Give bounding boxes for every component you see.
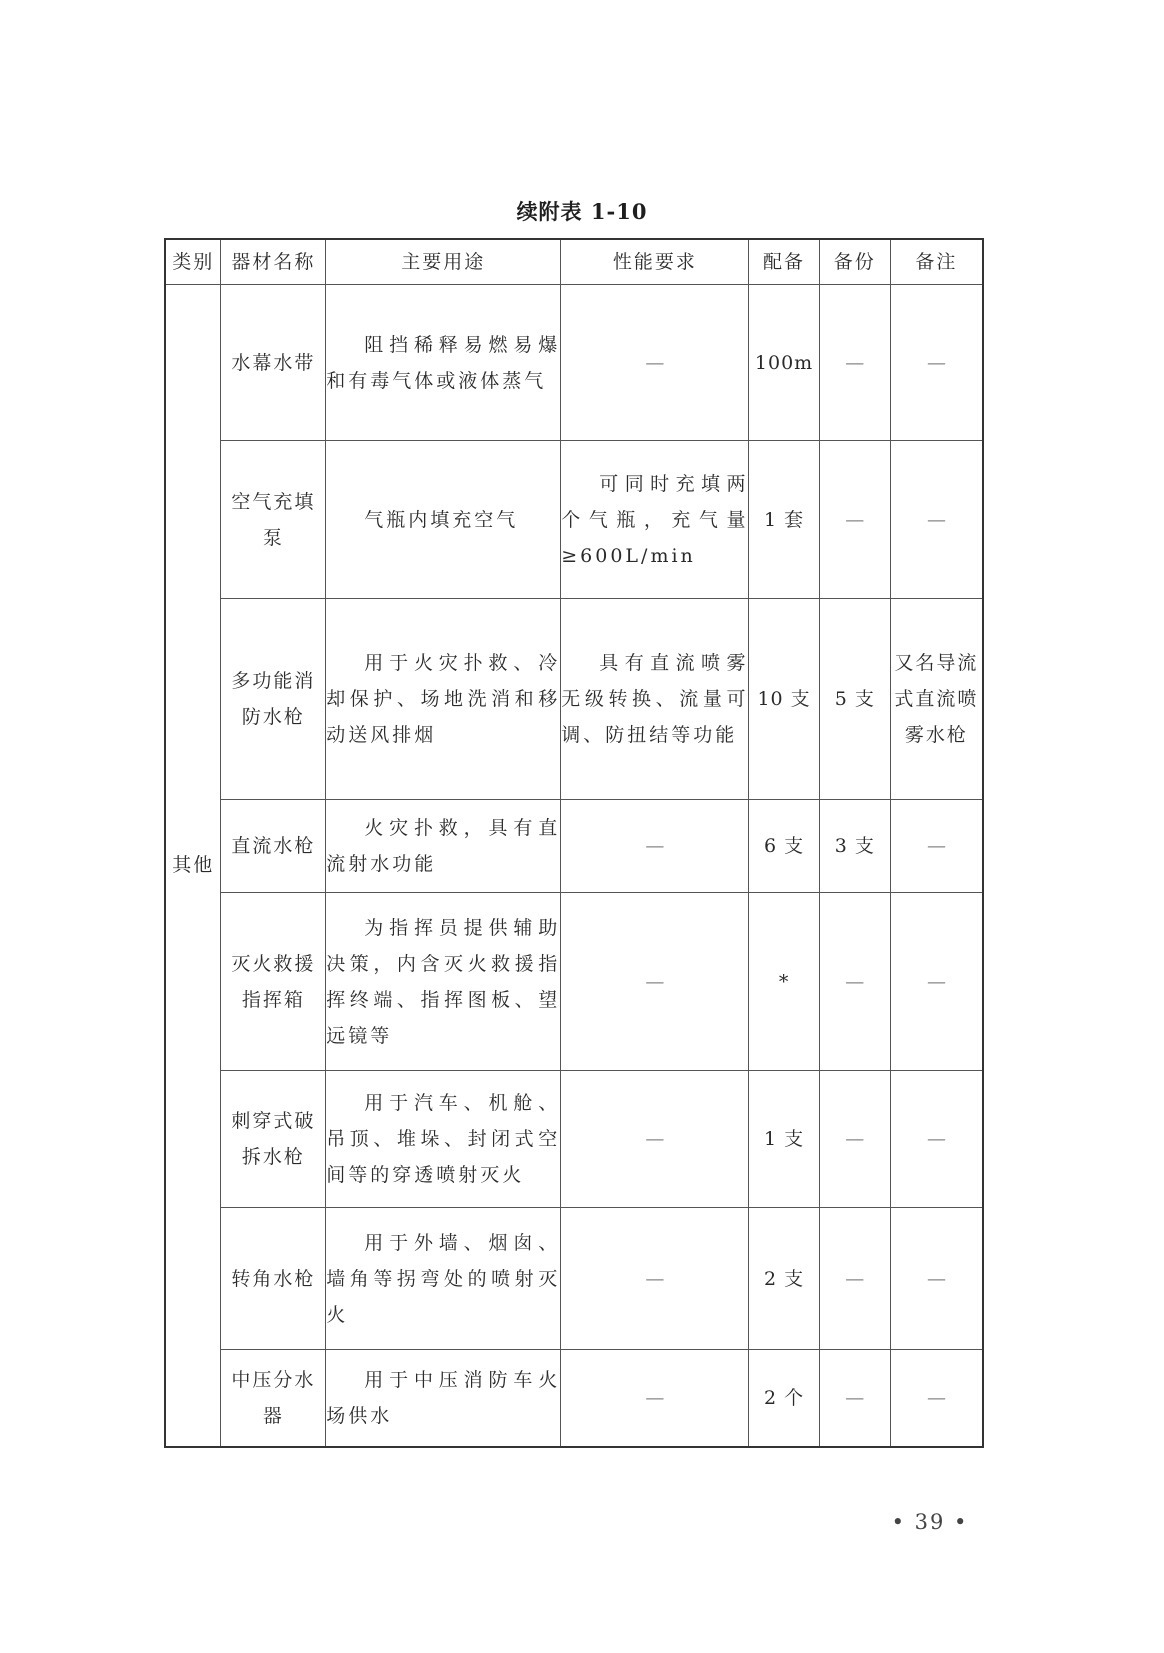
table-row: [165, 1350, 983, 1447]
header-use: 主要用途: [326, 239, 561, 285]
table-row: [165, 1071, 983, 1208]
item-name: 灭火救援指挥箱: [221, 893, 326, 1071]
item-name: 中压分水器: [221, 1350, 326, 1447]
item-backup: 5 支: [819, 599, 890, 800]
item-equip: 1 套: [749, 441, 819, 599]
item-name: 水幕水带: [221, 285, 326, 441]
item-use: 为指挥员提供辅助决策，内含灭火救援指挥终端、指挥图板、望远镜等: [326, 893, 561, 1071]
item-backup: 3 支: [819, 800, 890, 893]
item-performance: —: [561, 800, 749, 893]
item-name: 空气充填泵: [221, 441, 326, 599]
item-note: —: [890, 1350, 983, 1447]
header-equip: 配备: [749, 239, 819, 285]
item-use: 用于外墙、烟囱、墙角等拐弯处的喷射灭火: [326, 1208, 561, 1350]
item-name: 刺穿式破拆水枪: [221, 1071, 326, 1208]
item-use: 阻挡稀释易燃易爆和有毒气体或液体蒸气: [326, 285, 561, 441]
item-use: 用于中压消防车火场供水: [326, 1350, 561, 1447]
item-performance: 可同时充填两个气瓶，充气量≥600L/min: [561, 441, 749, 599]
item-name: 多功能消防水枪: [221, 599, 326, 800]
table-row: [165, 441, 983, 599]
item-equip: 1 支: [749, 1071, 819, 1208]
item-note: —: [890, 1071, 983, 1208]
table-row: [165, 893, 983, 1071]
item-note: —: [890, 1208, 983, 1350]
equipment-table: [164, 238, 984, 1448]
item-backup: —: [819, 441, 890, 599]
header-note: 备注: [890, 239, 983, 285]
item-backup: —: [819, 285, 890, 441]
item-note: —: [890, 800, 983, 893]
item-note: —: [890, 893, 983, 1071]
item-performance: 具有直流喷雾无级转换、流量可调、防扭结等功能: [561, 599, 749, 800]
table-row: [165, 285, 983, 441]
header-backup: 备份: [819, 239, 890, 285]
item-equip: 2 支: [749, 1208, 819, 1350]
item-name: 直流水枪: [221, 800, 326, 893]
header-category: 类别: [165, 239, 221, 285]
header-row: [165, 239, 983, 285]
item-equip: 6 支: [749, 800, 819, 893]
item-name: 转角水枪: [221, 1208, 326, 1350]
item-equip: *: [749, 893, 819, 1071]
item-backup: —: [819, 1071, 890, 1208]
item-performance: —: [561, 1208, 749, 1350]
item-backup: —: [819, 1208, 890, 1350]
item-performance: —: [561, 285, 749, 441]
item-use: 气瓶内填充空气: [326, 441, 561, 599]
item-performance: —: [561, 1350, 749, 1447]
page-number: • 39 •: [891, 1510, 969, 1534]
item-use: 用于汽车、机舱、吊顶、堆垛、封闭式空间等的穿透喷射灭火: [326, 1071, 561, 1208]
item-note: —: [890, 441, 983, 599]
item-backup: —: [819, 1350, 890, 1447]
table-row: [165, 1208, 983, 1350]
header-performance: 性能要求: [561, 239, 749, 285]
item-use: 火灾扑救，具有直流射水功能: [326, 800, 561, 893]
item-performance: —: [561, 1071, 749, 1208]
item-performance: —: [561, 893, 749, 1071]
table-title: 续附表 1-10: [516, 199, 648, 224]
item-backup: —: [819, 893, 890, 1071]
category-cell: 其他: [165, 285, 221, 1447]
item-use: 用于火灾扑救、冷却保护、场地洗消和移动送风排烟: [326, 599, 561, 800]
item-note: 又名导流式直流喷雾水枪: [890, 599, 983, 800]
header-name: 器材名称: [221, 239, 326, 285]
table-row: [165, 800, 983, 893]
table-row: [165, 599, 983, 800]
item-equip: 10 支: [749, 599, 819, 800]
item-note: —: [890, 285, 983, 441]
item-equip: 100m: [749, 285, 819, 441]
item-equip: 2 个: [749, 1350, 819, 1447]
